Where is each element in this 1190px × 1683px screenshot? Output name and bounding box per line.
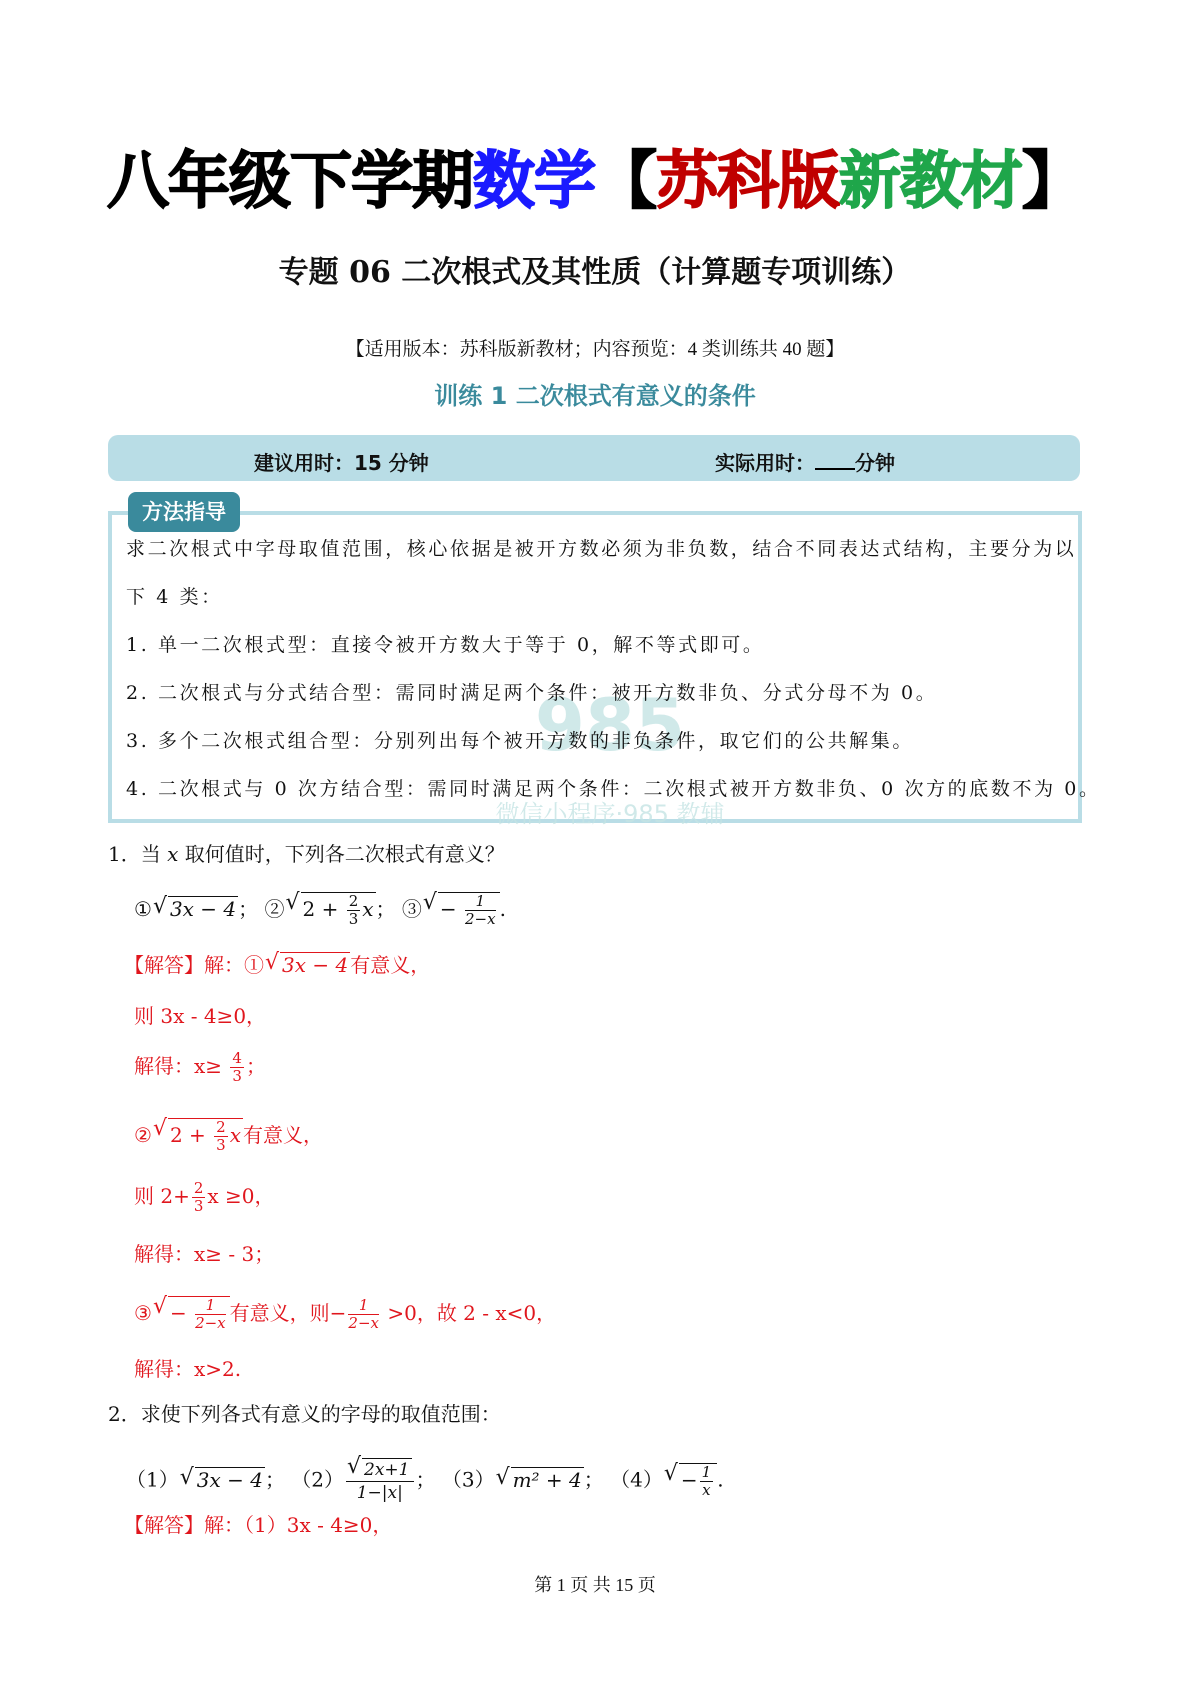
fraction — [347, 893, 361, 928]
answer-text: 解得：x≥ — [134, 1054, 229, 1078]
q1-prefix: 1．当 — [108, 842, 168, 866]
q1-answer-line-3 — [134, 1050, 266, 1085]
expr-part: x — [362, 897, 374, 921]
circled-2: ② — [134, 1123, 152, 1147]
answer-text: 则 2+ — [134, 1184, 190, 1208]
q1-answer-line-8: 解得：x>2. — [134, 1357, 242, 1381]
numerator: 1 — [195, 1297, 226, 1315]
watermark-logo: 985 — [534, 683, 686, 767]
separator: ； — [415, 1467, 436, 1492]
method-line: 2. 二次根式与分式结合型：需同时满足两个条件：被开方数非负、分式分母不为 0。 — [126, 682, 938, 704]
title-part-edition: 新教材 — [839, 144, 1023, 217]
answer-text: 有意义， — [350, 953, 431, 977]
method-guide-tab: 方法指导 — [128, 492, 240, 532]
answer-text: 有意义，则− — [229, 1301, 347, 1325]
title-bracket-close: 】 — [1022, 144, 1084, 217]
answer-text: ； — [245, 1054, 266, 1078]
answer-text: x ≥0， — [207, 1184, 275, 1208]
actual-time-label: 实际用时： — [715, 451, 815, 475]
numerator — [346, 1458, 413, 1482]
denominator: x — [702, 1480, 711, 1499]
title-part-grade: 八年级下学期 — [106, 144, 473, 217]
q1-suffix: 取何值时，下列各二次根式有意义？ — [178, 842, 505, 866]
numerator: 1 — [465, 893, 496, 911]
expr-part: − — [439, 897, 464, 921]
scope-note: 【适用版本：苏科版新教材；内容预览：4 类训练共 40 题】 — [345, 339, 845, 360]
numerator: 2 — [193, 1179, 204, 1197]
separator: ； — [238, 897, 259, 921]
separator: ； — [583, 1467, 604, 1492]
q1-answer-line-1 — [124, 949, 430, 978]
answer-text: >0，故 2 - x<0， — [380, 1301, 557, 1325]
expr-sqrt-neg-frac — [438, 892, 500, 928]
q2-answer-line-1: 【解答】解：（1）3x - 4≥0， — [124, 1513, 393, 1537]
numerator: 2 — [216, 1118, 226, 1136]
period: . — [499, 897, 506, 921]
method-line: 求二次根式中字母取值范围，核心依据是被开方数必须为非负数，结合不同表达式结构，主要分为以 — [126, 538, 1077, 560]
fraction — [465, 893, 496, 928]
item-label: （2） — [291, 1467, 345, 1492]
method-line: 1. 单一二次根式型：直接令被开方数大于等于 0，解不等式即可。 — [126, 634, 765, 656]
expr-sqrt: √ 2x+1 — [362, 1458, 411, 1481]
method-line: 3. 多个二次根式组合型：分别列出每个被开方数的非负条件，取它们的公共解集。 — [126, 730, 914, 752]
page-number: 第 1 页 共 15 页 — [534, 1575, 656, 1595]
item-label: （1） — [126, 1467, 179, 1492]
circled-3: ③ — [134, 1301, 152, 1325]
numerator: 2 — [348, 892, 359, 910]
circled-2: ② — [264, 897, 285, 921]
expr-part: 2 + — [302, 897, 345, 921]
q1-answer-line-7 — [134, 1296, 556, 1332]
suggested-time: 建议用时：15 分钟 — [254, 451, 429, 475]
fraction — [192, 1180, 206, 1215]
question-1-prompt — [108, 838, 505, 867]
circled-1: ① — [134, 897, 152, 921]
denominator: 2−x — [348, 1314, 379, 1332]
title-part-subject: 数学 — [472, 144, 595, 217]
question-2-expressions — [126, 1458, 724, 1504]
q1-answer-line-5 — [134, 1180, 275, 1215]
fraction — [214, 1119, 228, 1154]
q1-answer-line-4 — [134, 1118, 323, 1154]
fraction — [346, 1458, 413, 1504]
denominator: 1−|x| — [356, 1483, 403, 1503]
answer-head: 【解答】解： — [124, 953, 244, 977]
period: . — [717, 1467, 724, 1492]
expr-sqrt-3x-4: √ 3x − 4 — [168, 896, 238, 921]
item-label: （3） — [441, 1467, 495, 1492]
title-bracket-open: 【 — [594, 144, 656, 217]
separator: ； — [375, 897, 396, 921]
circled-3: ③ — [401, 897, 422, 921]
expr-sqrt: √ 3x − 4 — [280, 952, 350, 977]
time-bar — [108, 435, 1080, 481]
denominator: 2−x — [195, 1314, 226, 1332]
expr-part: x — [229, 1123, 241, 1147]
document-title — [0, 142, 1190, 220]
expr-sqrt: √ 3x − 4 — [195, 1467, 265, 1492]
denominator: 3 — [216, 1136, 226, 1154]
separator: ； — [264, 1467, 285, 1492]
expr-part: − — [169, 1301, 194, 1325]
question-1-expressions — [134, 892, 506, 928]
denominator: 3 — [193, 1197, 204, 1215]
fraction — [195, 1297, 226, 1332]
expr-sqrt — [168, 1296, 230, 1332]
title-part-publisher: 苏科版 — [656, 144, 840, 217]
expr-part: 2 + — [169, 1123, 213, 1147]
fraction — [348, 1297, 379, 1332]
section-title: 训练 1 二次根式有意义的条件 — [434, 382, 756, 410]
expr-sqrt — [679, 1463, 717, 1499]
fraction — [700, 1464, 714, 1499]
item-label: （4） — [610, 1467, 663, 1492]
numerator: 1 — [701, 1462, 712, 1481]
numerator: 1 — [348, 1297, 379, 1315]
answer-text: 有意义， — [242, 1123, 323, 1147]
q1-answer-line-6: 解得：x≥ - 3； — [134, 1242, 275, 1266]
expr-sqrt-2-plus-frac — [301, 892, 376, 928]
numerator: 4 — [232, 1049, 242, 1067]
denominator: 3 — [348, 910, 359, 928]
circled-1: ① — [244, 953, 264, 977]
expr-sqrt: √ m² + 4 — [511, 1467, 584, 1492]
watermark — [480, 683, 740, 830]
topic-subtitle: 专题 06 二次根式及其性质（计算题专项训练） — [278, 255, 912, 290]
method-line: 下 4 类： — [126, 586, 223, 608]
expr-part: − — [680, 1467, 698, 1492]
actual-time-blank[interactable] — [815, 452, 855, 470]
denominator: 2−x — [465, 910, 496, 928]
fraction — [230, 1050, 244, 1085]
expr-sqrt — [168, 1118, 243, 1154]
actual-time — [715, 447, 895, 476]
denominator: 3 — [232, 1067, 242, 1085]
q1-answer-line-2: 则 3x - 4≥0， — [134, 1004, 267, 1028]
method-line: 4. 二次根式与 0 次方结合型：需同时满足两个条件：二次根式被开方数非负、0 次方的底数不为 0。 — [126, 778, 1101, 800]
watermark-text: 微信小程序·985 教辅 — [495, 800, 725, 828]
actual-time-unit: 分钟 — [855, 451, 895, 475]
q1-variable: x — [167, 842, 179, 866]
question-2-prompt: 2．求使下列各式有意义的字母的取值范围： — [108, 1402, 501, 1426]
